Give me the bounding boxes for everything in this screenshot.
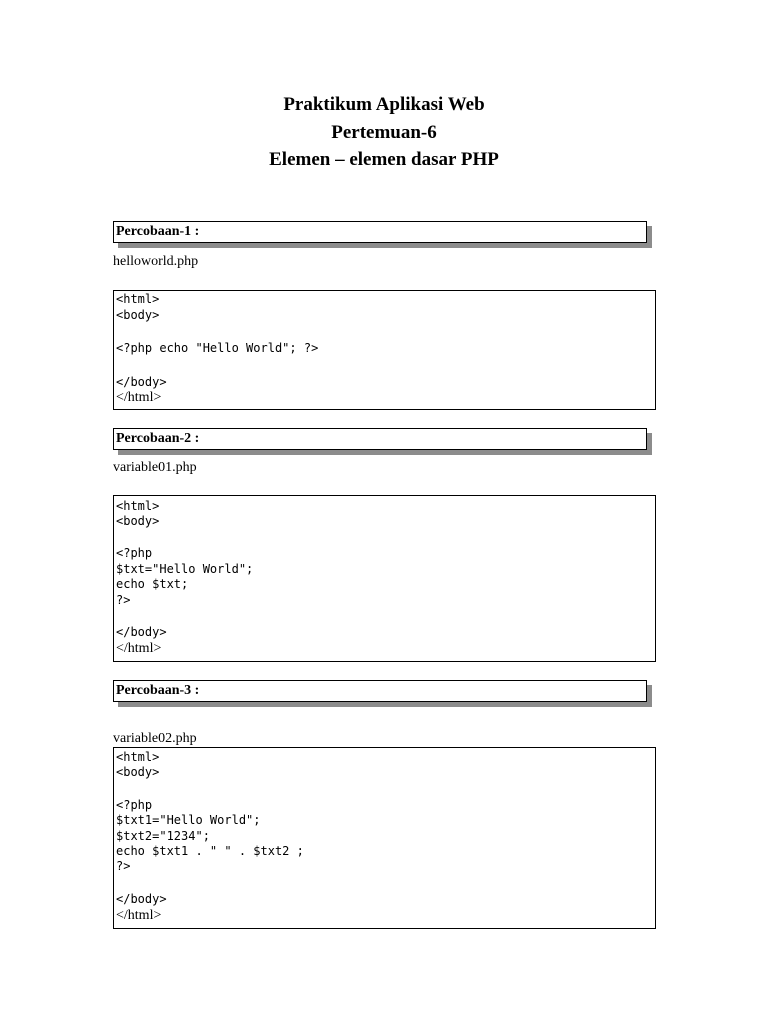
code-line: <?php xyxy=(116,546,153,560)
code-line: </html> xyxy=(116,908,162,923)
code-line: <html> xyxy=(116,292,160,306)
section-3-code-box xyxy=(113,747,656,929)
code-line: <?php echo "Hello World"; ?> xyxy=(116,341,319,355)
code-line: </html> xyxy=(116,390,162,405)
code-line: ?> xyxy=(116,859,131,873)
code-line: echo $txt1 . " " . $txt2 ; xyxy=(116,844,304,858)
code-line: </body> xyxy=(116,625,167,639)
code-line: </html> xyxy=(116,641,162,656)
code-line: <?php xyxy=(116,798,153,812)
document-title-line2: Pertemuan-6 xyxy=(331,122,437,143)
code-line: </body> xyxy=(116,892,167,906)
section-3-label: Percobaan-3 : xyxy=(116,683,200,698)
document-title-line1: Praktikum Aplikasi Web xyxy=(283,94,485,115)
section-1-filename: helloworld.php xyxy=(113,254,199,269)
section-2-code-box xyxy=(113,495,656,662)
section-2-header-box xyxy=(113,428,647,450)
section-1-header-box xyxy=(113,221,647,243)
code-line: <body> xyxy=(116,765,160,779)
section-1-label: Percobaan-1 : xyxy=(116,224,200,239)
code-line: <html> xyxy=(116,499,160,513)
code-line: </body> xyxy=(116,375,167,389)
document-title-line3: Elemen – elemen dasar PHP xyxy=(269,149,499,170)
code-line: <body> xyxy=(116,308,160,322)
section-1-code-box xyxy=(113,290,656,410)
code-line: <html> xyxy=(116,750,160,764)
code-line: $txt="Hello World"; xyxy=(116,562,254,576)
code-line: <body> xyxy=(116,514,160,528)
section-2-label: Percobaan-2 : xyxy=(116,431,200,446)
section-3-filename: variable02.php xyxy=(113,731,197,746)
code-line: ?> xyxy=(116,593,131,607)
section-2-filename: variable01.php xyxy=(113,460,197,475)
code-line: echo $txt; xyxy=(116,577,189,591)
section-3-header-box xyxy=(113,680,647,702)
code-line: $txt1="Hello World"; xyxy=(116,813,261,827)
code-line: $txt2="1234"; xyxy=(116,829,210,843)
